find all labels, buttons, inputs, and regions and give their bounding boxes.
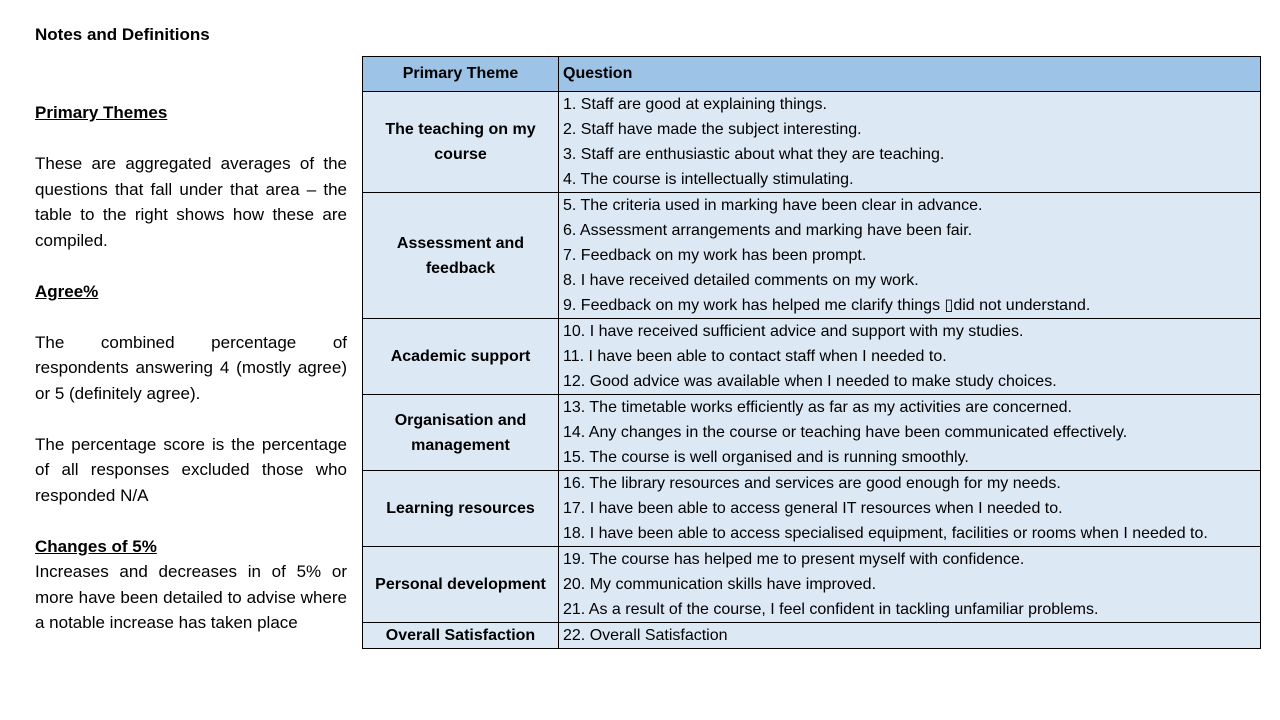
- question-item: 1. Staff are good at explaining things.: [563, 96, 827, 113]
- question-item: 18. I have been able to access specialised equipment, facilities or rooms when I needed to.: [563, 525, 1208, 542]
- table-row: [363, 471, 1261, 547]
- questions-cell: [559, 623, 1261, 649]
- question-item: 16. The library resources and services are good enough for my needs.: [563, 475, 1061, 492]
- question-item: 6. Assessment arrangements and marking have been fair.: [563, 222, 973, 239]
- theme-cell: [363, 193, 559, 319]
- primary-themes-text: These are aggregated averages of the questions that fall under that area – the table to the right shows how these are compiled.: [35, 154, 347, 250]
- question-item: 8. I have received detailed comments on my work.: [563, 272, 919, 289]
- question-item: 3. Staff are enthusiastic about what they are teaching.: [563, 146, 945, 163]
- question-item: 14. Any changes in the course or teaching have been communicated effectively.: [563, 424, 1128, 441]
- notes-title: Notes and Definitions: [35, 25, 210, 44]
- table-row: [363, 319, 1261, 395]
- theme-cell: [363, 395, 559, 471]
- question-item: 11. I have been able to contact staff when I needed to.: [563, 348, 947, 365]
- table-row: [363, 395, 1261, 471]
- changes-heading: Changes of 5%: [35, 536, 157, 556]
- agree-heading: Agree%: [35, 281, 99, 301]
- table-row: [363, 547, 1261, 623]
- primary-theme-label: Organisation and management: [394, 411, 527, 454]
- primary-theme-label: Personal development: [375, 576, 546, 593]
- table-row: [363, 92, 1261, 193]
- questions-cell: [559, 319, 1261, 395]
- question-item: 7. Feedback on my work has been prompt.: [563, 247, 867, 264]
- question-item: 21. As a result of the course, I feel confident in tackling unfamiliar problems.: [563, 601, 1099, 618]
- questions-cell: [559, 547, 1261, 623]
- table-row: [363, 193, 1261, 319]
- primary-theme-label: Academic support: [390, 348, 531, 365]
- question-item: 10. I have received sufficient advice and support with my studies.: [563, 323, 1024, 340]
- question-item: 13. The timetable works efficiently as far as my activities are concerned.: [563, 399, 1072, 416]
- header-primary-theme: Primary Theme: [363, 57, 559, 92]
- agree-text-percentage: The percentage score is the percentage of all responses excluded those who responded N/A: [35, 434, 347, 505]
- question-item: 19. The course has helped me to present myself with confidence.: [563, 551, 1025, 568]
- theme-cell: [363, 623, 559, 649]
- question-item: 15. The course is well organised and is running smoothly.: [563, 449, 969, 466]
- primary-theme-label: Learning resources: [386, 500, 535, 517]
- question-item: 12. Good advice was available when I needed to make study choices.: [563, 373, 1057, 390]
- table-body: [363, 92, 1261, 649]
- questions-cell: [559, 395, 1261, 471]
- questions-cell: [559, 193, 1261, 319]
- theme-cell: [363, 319, 559, 395]
- question-item: 20. My communication skills have improved.: [563, 576, 877, 593]
- agree-text-definition: The combined percentage of respondents answering 4 (mostly agree) or 5 (definitely agree).: [35, 332, 347, 403]
- primary-theme-label: Assessment and feedback: [396, 234, 525, 277]
- question-item: 2. Staff have made the subject interesting.: [563, 121, 862, 138]
- questions-cell: [559, 471, 1261, 547]
- question-item: 5. The criteria used in marking have been clear in advance.: [563, 197, 983, 214]
- questions-cell: [559, 92, 1261, 193]
- question-item: 4. The course is intellectually stimulating.: [563, 171, 854, 188]
- primary-theme-label: The teaching on my course: [385, 121, 536, 163]
- changes-text: Increases and decreases in of 5% or more have been detailed to advise where a notable increase has taken place: [35, 562, 347, 632]
- question-item: 22. Overall Satisfaction: [563, 627, 728, 644]
- theme-cell: [363, 92, 559, 193]
- question-item: 17. I have been able to access general IT resources when I needed to.: [563, 500, 1063, 517]
- header-question: Question: [559, 57, 1261, 92]
- table-header-row: [363, 57, 1261, 92]
- theme-cell: [363, 547, 559, 623]
- notes-panel: [35, 22, 347, 636]
- theme-cell: [363, 471, 559, 547]
- theme-question-table: [362, 56, 1261, 649]
- question-item: 9. Feedback on my work has helped me clarify things ▯did not understand.: [563, 297, 1091, 314]
- primary-theme-label: Overall Satisfaction: [385, 627, 536, 644]
- primary-themes-heading: Primary Themes: [35, 103, 168, 122]
- table-row: [363, 623, 1261, 649]
